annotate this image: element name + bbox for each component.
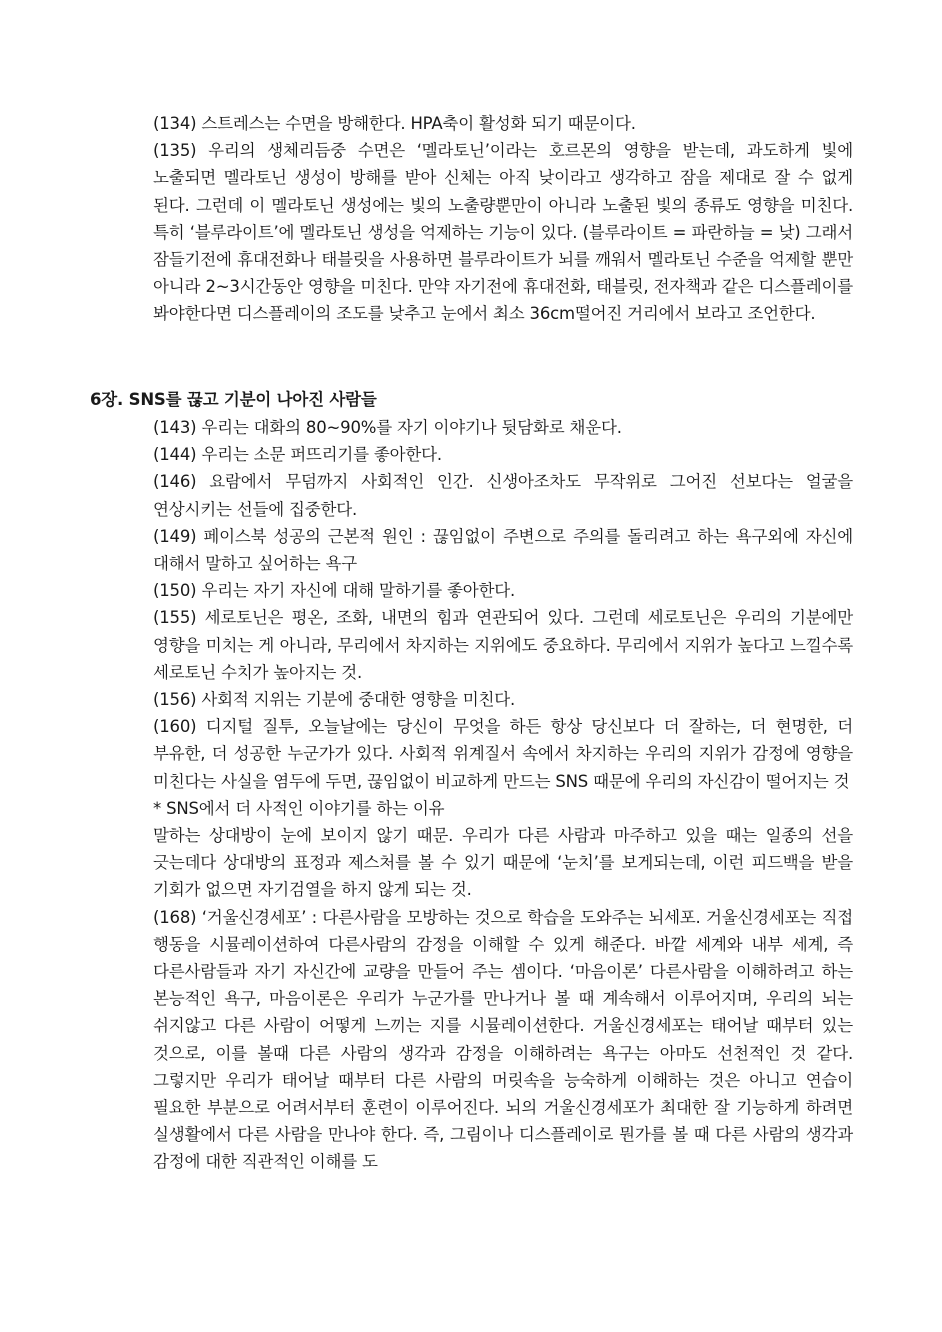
note-paragraph: (134) 스트레스는 수면을 방해한다. HPA축이 활성화 되기 때문이다. [153,114,636,133]
note-paragraph: (160) 디지털 질투, 오늘날에는 당신이 무엇을 하든 항상 당신보다 더 잘하는, 더 현명한, 더 부유한, 더 성공한 누군가가 있다. 사회적 위계질서 속에서 차지하는 우리의 지위가 감정에 영향을 미친다는 사실을 염두에 두면, 끊임없이 비교하게 만드는 SNS 때문에 우리의 자신감이 떨어지는 것 [153,717,853,791]
note-paragraph: (156) 사회적 지위는 기분에 중대한 영향을 미친다. [153,690,515,710]
note-paragraph: (146) 요람에서 무덤까지 사회적인 인간. 신생아조차도 무작위로 그어진 선보다는 얼굴을 연상시키는 선들에 집중한다. [153,472,853,519]
note-paragraph: (143) 우리는 대화의 80~90%를 자기 이야기나 뒷담화로 채운다. [153,418,622,437]
note-paragraph: (155) 세로토닌은 평온, 조화, 내면의 힘과 연관되어 있다. 그런데 세로토닌은 우리의 기분에만 영향을 미치는 게 아니라, 무리에서 차지하는 지위에도 중요하다. 무리에서 지위가 높다고 느낄수록 세로토닌 수치가 높아지는 것. [153,608,853,682]
section-sleep-notes [153,110,853,328]
note-paragraph: (144) 우리는 소문 퍼뜨리기를 좋아한다. [153,445,442,465]
note-paragraph: (150) 우리는 자기 자신에 대해 말하기를 좋아한다. [153,581,515,601]
section-sns-notes [153,414,853,1176]
note-paragraph: (168) ‘거울신경세포’ : 다른사람을 모방하는 것으로 학습을 도와주는 뇌세포. 거울신경세포는 직접 행동을 시뮬레이션하여 다른사람의 감정을 이해할 수 있게 해준다. 바깥 세계와 내부 세계, 즉 다른사람들과 자기 자신간에 교량을 만들어 주는 셈이다. ‘마음이론’ 다른사람을 이해하려고 하는 본능적인 욕구, 마음이론은 우리가 누군가를 만나거나 볼 때 계속해서 이루어지며, 우리의 뇌는 쉬지않고 다른 사람이 어떻게 느끼는 지를 시뮬레이션한다. 거울신경세포는 태어날 때부터 있는 것으로, 이를 볼때 다른 사람의 생각과 감정을 이해하려는 욕구는 아마도 선천적인 것 같다. 그렇지만 우리가 태어날 때부터 다른 사람의 머릿속을 능숙하게 이해하는 것은 아니고 연습이 필요한 부분으로 어려서부터 훈련이 이루어진다. 뇌의 거울신경세포가 최대한 잘 기능하게 하려면 실생활에서 다른 사람을 만나야 한다. 즉, 그림이나 디스플레이로 뭔가를 볼 때 다른 사람의 생각과 감정에 대한 직관적인 이해를 도 [153,907,853,1172]
chapter-heading: 6장. SNS를 끊고 기분이 나아진 사람들 [90,390,377,409]
note-subheading: * SNS에서 더 사적인 이야기를 하는 이유 [153,798,445,818]
note-paragraph: 말하는 상대방이 눈에 보이지 않기 때문. 우리가 다른 사람과 마주하고 있을 때는 일종의 선을 긋는데다 상대방의 표정과 제스처를 볼 수 있기 때문에 ‘눈치’를 보게되는데, 이런 피드백을 받을 기회가 없으면 자기검열을 하지 않게 되는 것. [153,826,853,900]
note-paragraph: (135) 우리의 생체리듬중 수면은 ‘멜라토닌’이라는 호르몬의 영향을 받는데, 과도하게 빛에 노출되면 멜라토닌 생성이 방해를 받아 신체는 아직 낮이라고 생각하고 잠을 제대로 잘 수 없게 된다. 그런데 이 멜라토닌 생성에는 빛의 노출량뿐만이 아니라 노출된 빛의 종류도 영향을 미친다. 특히 ‘블루라이트’에 멜라토닌 생성을 억제하는 기능이 있다. (블루라이트 = 파란하늘 = 낮) 그래서 잠들기전에 휴대전화나 태블릿을 사용하면 블루라이트가 뇌를 깨워서 멜라토닌 수준을 억제할 뿐만 아니라 2~3시간동안 영향을 미친다. 만약 자기전에 휴대전화, 태블릿, 전자책과 같은 디스플레이를 봐야한다면 디스플레이의 조도를 낮추고 눈에서 최소 36cm떨어진 거리에서 보라고 조언한다. [153,141,853,324]
note-paragraph: (149) 페이스북 성공의 근본적 원인 : 끊임없이 주변으로 주의를 돌리려고 하는 욕구외에 자신에 대해서 말하고 싶어하는 욕구 [153,526,853,574]
